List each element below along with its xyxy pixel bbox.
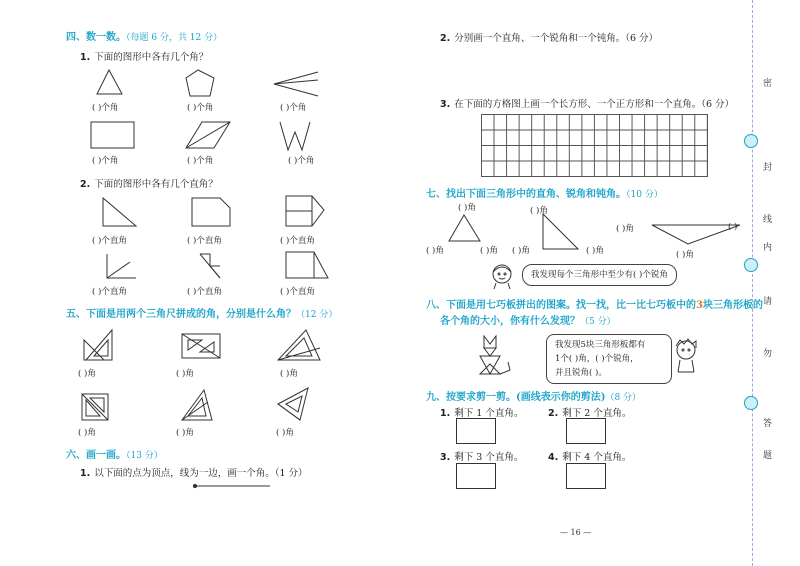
w-shape: [278, 120, 314, 152]
rectangle-shape: [90, 120, 136, 150]
q4-1-label-2: ( )个角: [187, 103, 214, 113]
t2-top-label: ( )角: [530, 206, 548, 216]
set-square-figure-2: [180, 332, 222, 362]
cut-item-4-prompt: 4. 剩下 4 个直角。: [548, 452, 632, 463]
t3-left-label: ( )角: [616, 224, 634, 234]
pentagon-shape: [184, 68, 218, 98]
binding-char-8: 题: [763, 451, 773, 461]
binding-hole-3: [744, 396, 758, 410]
house-shape: [284, 194, 328, 230]
cut-rect-1[interactable]: [456, 418, 496, 444]
section-5-title: 五、下面是用两个三角尺拼成的角，分别是什么角？（12 分）: [66, 309, 338, 320]
cut-corner-rect-shape: [190, 196, 234, 230]
cut-rect-3[interactable]: [456, 463, 496, 489]
sec5-label-3: ( )角: [280, 369, 298, 379]
q6-3-prompt: 3. 在下面的方格图上画一个长方形、一个正方形和一个直角。（6 分）: [440, 99, 735, 110]
q4-2-label-1: ( )个直角: [92, 236, 127, 246]
set-square-figure-1: [82, 328, 116, 362]
set-square-figure-6: [276, 386, 312, 422]
q4-1-label-5: ( )个角: [187, 156, 214, 166]
binding-hole-2: [744, 258, 758, 272]
q4-1-prompt: 1. 下面的图形中各有几个角？: [80, 52, 209, 63]
binding-line: [752, 0, 754, 566]
girl-avatar: [488, 262, 518, 290]
q4-2-label-3: ( )个直角: [280, 236, 315, 246]
q4-2-label-2: ( )个直角: [187, 236, 222, 246]
sec5-label-2: ( )角: [176, 369, 194, 379]
q4-2-label-4: ( )个直角: [92, 287, 127, 297]
square-grid[interactable]: [481, 114, 708, 177]
parallelogram-shape: [184, 120, 234, 150]
cut-item-2-prompt: 2. 剩下 2 个直角。: [548, 408, 632, 419]
q4-2-label-5: ( )个直角: [187, 287, 222, 297]
binding-char-3: 线: [763, 215, 773, 225]
angle-lines-shape: [104, 252, 140, 282]
finding-bubble-7: 我发现每个三角形中至少有( )个锐角: [522, 264, 677, 286]
ray-with-vertex: [192, 482, 272, 490]
t2-right-label: ( )角: [586, 246, 604, 256]
q4-1-label-4: ( )个角: [92, 156, 119, 166]
section-7-title: 七、找出下面三角形中的直角、锐角和钝角。（10 分）: [426, 189, 663, 200]
acute-triangle: [447, 213, 483, 243]
sec5-label-4: ( )角: [78, 428, 96, 438]
sec5-label-1: ( )角: [78, 369, 96, 379]
boy-avatar: [670, 336, 704, 376]
set-square-figure-4: [80, 392, 110, 422]
q6-2-prompt: 2. 分别画一个直角、一个锐角和一个钝角。（6 分）: [440, 33, 659, 44]
rays-shape: [272, 70, 322, 98]
binding-hole-1: [744, 134, 758, 148]
sec5-label-6: ( )角: [276, 428, 294, 438]
binding-char-6: 勿: [763, 349, 773, 359]
finding-bubble-8: 我发现5块三角形板都有 1个( )角，( )个锐角， 并且锐角( )。: [546, 334, 672, 384]
set-square-figure-5: [180, 388, 214, 422]
q4-1-label-6: ( )个角: [288, 156, 315, 166]
sec5-label-5: ( )角: [176, 428, 194, 438]
t1-left-label: ( )角: [426, 246, 444, 256]
page-number: — 16 —: [560, 528, 592, 537]
t1-right-label: ( )角: [480, 246, 498, 256]
cut-item-3-prompt: 3. 剩下 3 个直角。: [440, 452, 524, 463]
cut-item-1-prompt: 1. 剩下 1 个直角。: [440, 408, 524, 419]
section-9-title: 九、按要求剪一剪。(画线表示你的剪法)（8 分）: [426, 392, 642, 403]
t2-left-label: ( )角: [512, 246, 530, 256]
q4-2-label-6: ( )个直角: [280, 287, 315, 297]
t1-top-label: ( )角: [458, 203, 476, 213]
binding-char-2: 封: [763, 163, 773, 173]
t3-bottom-label: ( )角: [676, 250, 694, 260]
q4-1-label-1: ( )个角: [92, 103, 119, 113]
q4-2-prompt: 2. 下面的图形中各有几个直角？: [80, 179, 218, 190]
cut-rect-4[interactable]: [566, 463, 606, 489]
section-6-title: 六、画一画。（13 分）: [66, 450, 163, 461]
binding-char-5: 请: [763, 297, 773, 307]
q4-1-label-3: ( )个角: [280, 103, 307, 113]
t3-right-label: ( ): [728, 222, 738, 232]
section-8-title: 八、下面是用七巧板拼出的图案。找一找，比一比七巧板中的3块三角形板的: [426, 300, 763, 311]
binding-char-1: 密: [763, 79, 773, 89]
zigzag-shape: [196, 250, 226, 282]
tangram-cat: [474, 334, 514, 384]
q6-1-prompt: 1. 以下面的点为顶点，线为一边，画一个角。（1 分）: [80, 468, 308, 479]
triangle-shape: [95, 68, 125, 96]
right-triangle-shape: [100, 196, 140, 230]
section-4-title: 四、数一数。（每题 6 分，共 12 分）: [66, 32, 223, 43]
set-square-figure-3: [276, 328, 322, 362]
rect-trapezoid-shape: [284, 250, 332, 282]
binding-char-7: 答: [763, 419, 773, 429]
section-8-title-line2: 各个角的大小，你有什么发现？（5 分）: [440, 316, 616, 327]
binding-char-4: 内: [763, 243, 773, 253]
cut-rect-2[interactable]: [566, 418, 606, 444]
right-triangle: [540, 212, 582, 252]
